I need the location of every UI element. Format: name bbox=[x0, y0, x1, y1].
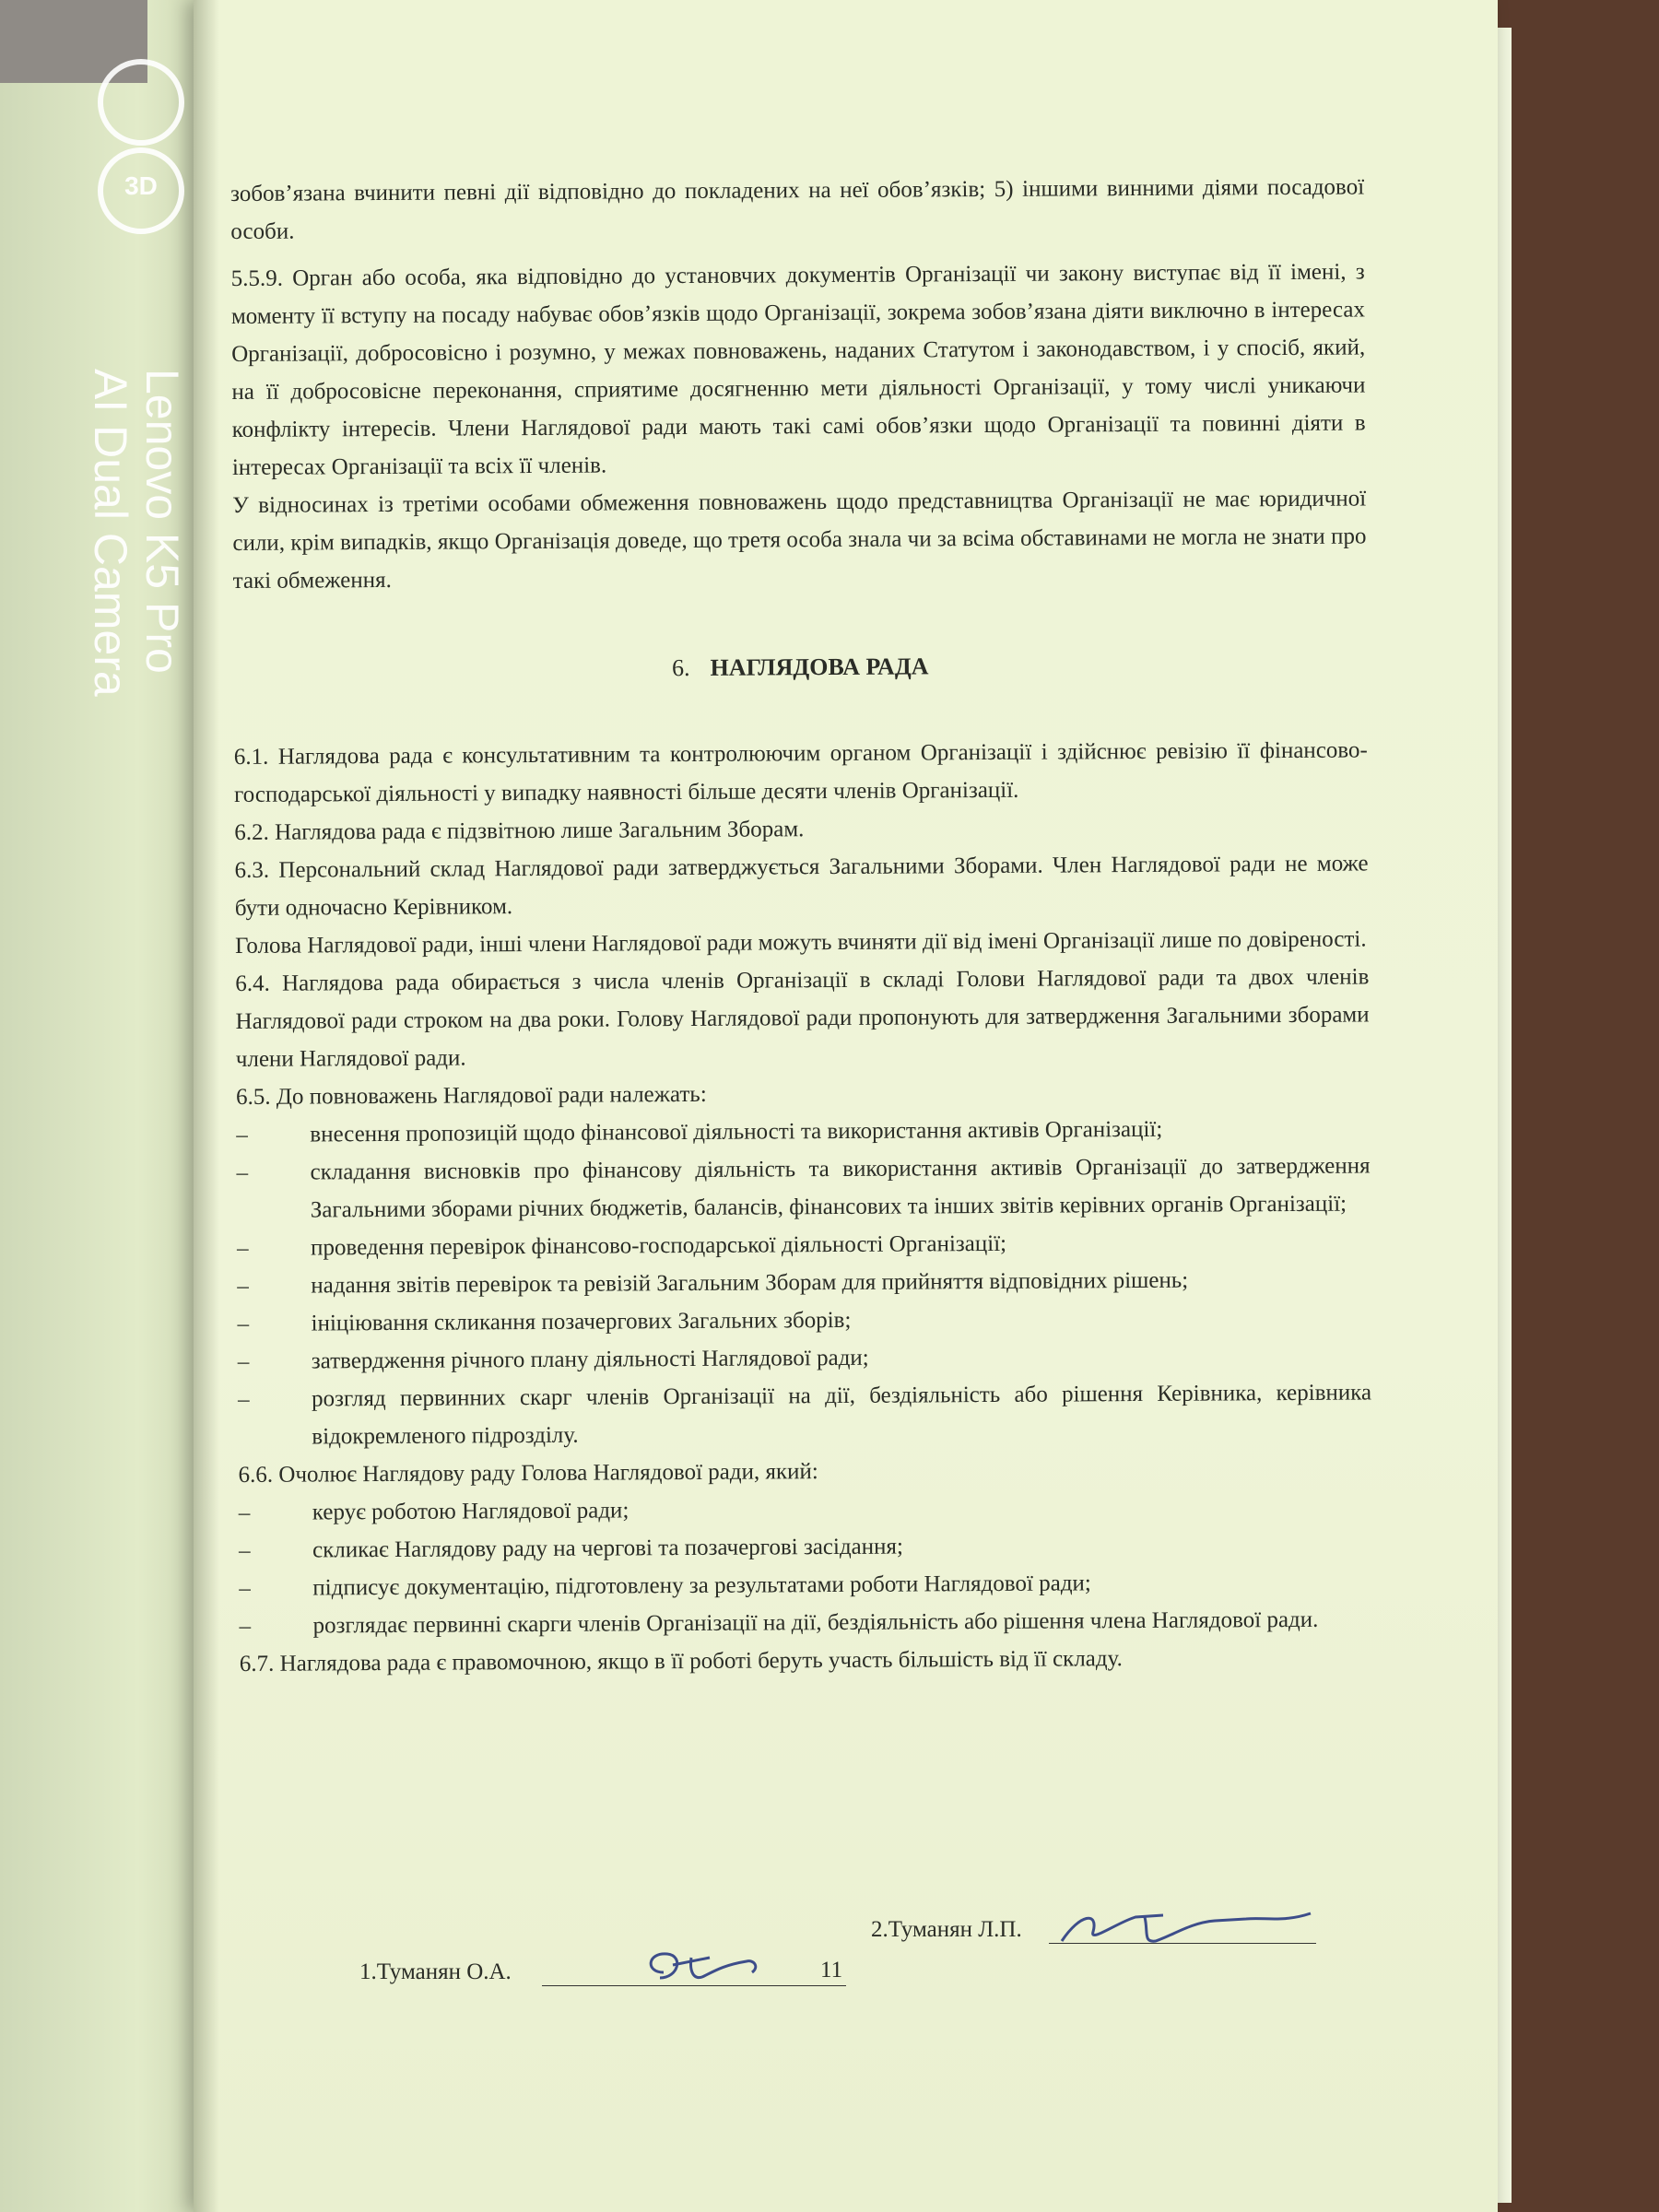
list-item bbox=[239, 1600, 1372, 1645]
signature-block bbox=[359, 1917, 1373, 2000]
list-dash: – bbox=[239, 1537, 251, 1563]
paragraph-6-7: 6.7. Наглядова рада є правомочною, якщо в її роботі беруть участь більшість від її складу. bbox=[239, 1646, 1123, 1677]
list-dash: – bbox=[237, 1311, 250, 1336]
list-item-text: розглядає первинні скарги членів Організації на дії, бездіяльність або рішення члена Наглядової ради. bbox=[312, 1606, 1319, 1639]
paragraph-6-6: 6.6. Очолює Наглядову раду Голова Наглядової ради, який: bbox=[238, 1459, 818, 1488]
list-item-text: проведення перевірок фінансово-господарської діяльності Організації; bbox=[311, 1230, 1007, 1261]
list-item-text: складання висновків про фінансову діяльність та використання активів Організації до затвердження Загальними зборами річних бюджетів, балансів, фінансових та інших звітів керівних органів Організації; bbox=[310, 1153, 1371, 1223]
paragraph-6-3-chair: Голова Наглядової ради, інші члени Наглядової ради можуть вчиняти дії від імені Організації лише по довіреності. bbox=[235, 926, 1367, 959]
binding-shadow bbox=[194, 0, 219, 2212]
list-item-text: керує роботою Наглядової ради; bbox=[312, 1498, 629, 1525]
3d-badge-text: 3D bbox=[124, 171, 158, 200]
list-dash: – bbox=[238, 1386, 250, 1412]
list-item-text: внесення пропозицій щодо фінансової діяльності та використання активів Організації; bbox=[310, 1116, 1163, 1147]
paragraph-6-2: 6.2. Наглядова рада є підзвітною лише Загальним Зборам. bbox=[234, 817, 805, 845]
signature-2-scribble bbox=[1053, 1904, 1329, 1950]
signer-1-name: 1.Туманян О.А. bbox=[359, 1959, 512, 1984]
section-title: НАГЛЯДОВА РАДА bbox=[710, 653, 929, 681]
list-item bbox=[238, 1373, 1371, 1456]
signer-2-name: 2.Туманян Л.П. bbox=[871, 1917, 1022, 1942]
lens-ring-icon bbox=[98, 59, 184, 146]
paragraph-continuation: зобов’язана вчинити певні дії відповідно до покладених на неї обов’язків; 5) іншими винними діями посадової особи. bbox=[230, 174, 1365, 244]
watermark-text bbox=[85, 369, 188, 697]
list-dash: – bbox=[239, 1575, 251, 1601]
watermark-line-2: AI Dual Camera bbox=[85, 369, 136, 697]
list-item-text: ініціювання скликання позачергових Загальних зборів; bbox=[311, 1307, 852, 1336]
list-dash: – bbox=[236, 1122, 248, 1147]
list-item-text: підписує документацію, підготовлену за результатами роботи Наглядової ради; bbox=[312, 1571, 1091, 1601]
list-dash: – bbox=[237, 1348, 250, 1374]
watermark-line-1: Lenovo K5 Pro bbox=[136, 369, 188, 674]
camera-logo-icon bbox=[92, 55, 188, 236]
list-dash: – bbox=[237, 1273, 249, 1299]
section-number: 6. bbox=[671, 653, 690, 682]
3d-badge-icon bbox=[98, 147, 184, 234]
paragraph-6-1: 6.1. Наглядова рада є консультативним та контролюючим органом Організації і здійснює ревізію її фінансово-господарської діяльності у випадку наявності більше десяти членів Організації. bbox=[233, 737, 1368, 807]
signature-1-scribble bbox=[636, 1945, 765, 1989]
paragraph-5-5-9: 5.5.9. Орган або особа, яка відповідно до установчих документів Організації чи закону виступає від її імені, з моменту її вступу на посаду набуває обов’язків щодо Організації, зокрема зобов’язана діяти виключно в інтересах Організації, добросовісно і розумно, у межах повноважень, наданих Статутом і законодавством, і у спосіб, який, на її добросовісне переконання, сприятиме досягненню мети діяльності Організації, у тому числі уникаючи конфлікту інтересів. Члени Наглядової ради мають такі самі обов’язки щодо Організації та повинні діяти в інтересах Організації та всіх її членів. bbox=[230, 259, 1366, 480]
list-dash: – bbox=[239, 1613, 252, 1639]
list-item bbox=[236, 1147, 1370, 1230]
paragraph-6-3: 6.3. Персональний склад Наглядової ради затверджується Загальними Зборами. Член Наглядової ради не може бути одночасно Керівником. bbox=[234, 851, 1369, 921]
paragraph-third-parties: У відносинах із третіми особами обмеження повноважень щодо представництва Організації не має юридичної сили, крім випадків, якщо Організація доведе, що третя особа знала чи за всіма обставинами не могла не знати про такі обмеження. bbox=[232, 486, 1367, 594]
page-number: 11 bbox=[820, 1958, 843, 1983]
section-heading bbox=[233, 650, 1367, 685]
list-item-text: розгляд первинних скарг членів Організації на дії, бездіяльність або рішення Керівника, керівника відокремленого підрозділу. bbox=[312, 1380, 1372, 1450]
camera-watermark bbox=[85, 55, 194, 697]
list-dash: – bbox=[236, 1159, 249, 1185]
list-dash: – bbox=[238, 1500, 251, 1525]
paragraph-6-5: 6.5. До повноважень Наглядової ради належать: bbox=[236, 1081, 707, 1110]
list-item-text: скликає Наглядову раду на чергові та позачергові засідання; bbox=[312, 1534, 904, 1563]
document-content bbox=[230, 168, 1373, 1682]
list-item-text: надання звітів перевірок та ревізій Загальним Зборам для прийняття відповідних рішень; bbox=[311, 1267, 1189, 1299]
list-dash: – bbox=[237, 1235, 249, 1261]
list-item-text: затвердження річного плану діяльності Наглядової ради; bbox=[311, 1345, 869, 1374]
paragraph-6-4: 6.4. Наглядова рада обирається з числа членів Організації в складі Голови Наглядової ради та двох членів Наглядової ради строком на два роки. Голову Наглядової ради пропонують для затвердження Загальними зборами члени Наглядової ради. bbox=[235, 964, 1370, 1072]
